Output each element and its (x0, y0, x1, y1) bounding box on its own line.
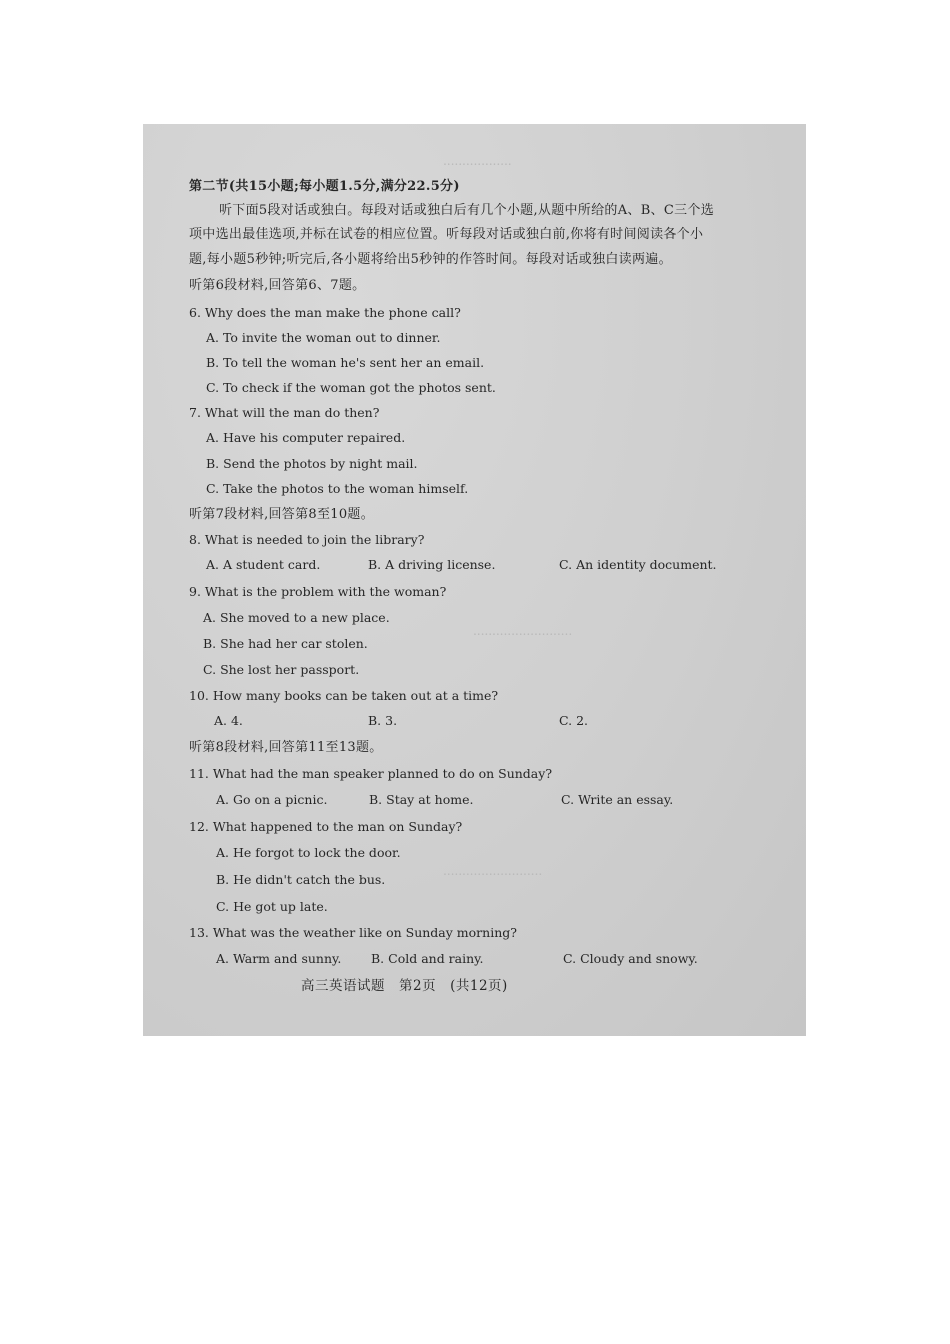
bleed-through-text: .................. (443, 154, 512, 168)
question-stem: 9. What is the problem with the woman? (189, 584, 447, 599)
option-a: A. He forgot to lock the door. (216, 845, 401, 860)
option-c: C. He got up late. (216, 899, 328, 914)
option-b: B. To tell the woman he's sent her an email. (206, 355, 485, 370)
page-footer: 高三英语试题 第2页 (共12页) (301, 978, 508, 994)
option-a: A. To invite the woman out to dinner. (206, 330, 441, 345)
group-label: 听第8段材料,回答第11至13题。 (189, 740, 383, 755)
question-stem: 7. What will the man do then? (189, 405, 380, 420)
option-c: C. She lost her passport. (203, 662, 360, 677)
instruction-line: 题,每小题5秒钟;听完后,各小题将给出5秒钟的作答时间。每段对话或独白读两遍。 (189, 252, 672, 267)
option-a: A. Have his computer repaired. (206, 430, 406, 445)
question-stem: 12. What happened to the man on Sunday? (189, 819, 463, 834)
scanned-exam-page (143, 124, 806, 1036)
option-row (216, 792, 776, 808)
option-c: C. 2. (559, 713, 588, 728)
question-stem: 13. What was the weather like on Sunday morning? (189, 925, 517, 940)
option-row (206, 557, 766, 573)
section-heading: 第二节(共15小题;每小题1.5分,满分22.5分) (189, 179, 460, 194)
option-a: A. Go on a picnic. (216, 792, 328, 807)
option-row (216, 951, 776, 967)
group-label: 听第6段材料,回答第6、7题。 (189, 278, 366, 293)
option-b: B. She had her car stolen. (203, 636, 368, 651)
bleed-through-text: .......................... (473, 624, 573, 638)
option-b: B. Cold and rainy. (371, 951, 484, 966)
option-b: B. Stay at home. (369, 792, 474, 807)
option-c: C. Write an essay. (561, 792, 674, 807)
option-c: C. Take the photos to the woman himself. (206, 481, 469, 496)
option-a: A. A student card. (206, 557, 321, 572)
instruction-line: 听下面5段对话或独白。每段对话或独白后有几个小题,从题中所给的A、B、C三个选 (219, 203, 714, 218)
question-stem: 11. What had the man speaker planned to do on Sunday? (189, 766, 553, 781)
option-b: B. A driving license. (368, 557, 496, 572)
option-a: A. 4. (214, 713, 243, 728)
option-c: C. Cloudy and snowy. (563, 951, 698, 966)
question-stem: 10. How many books can be taken out at a time? (189, 688, 499, 703)
option-b: B. 3. (368, 713, 398, 728)
option-b: B. Send the photos by night mail. (206, 456, 418, 471)
question-stem: 8. What is needed to join the library? (189, 532, 425, 547)
option-c: C. To check if the woman got the photos sent. (206, 380, 496, 395)
option-row (214, 713, 774, 729)
option-c: C. An identity document. (559, 557, 717, 572)
option-a: A. Warm and sunny. (216, 951, 342, 966)
bleed-through-text: .......................... (443, 864, 543, 878)
question-stem: 6. Why does the man make the phone call? (189, 305, 461, 320)
instruction-line: 项中选出最佳选项,并标在试卷的相应位置。听每段对话或独白前,你将有时间阅读各个小 (189, 227, 704, 242)
option-a: A. She moved to a new place. (203, 610, 390, 625)
group-label: 听第7段材料,回答第8至10题。 (189, 507, 375, 522)
option-b: B. He didn't catch the bus. (216, 872, 386, 887)
